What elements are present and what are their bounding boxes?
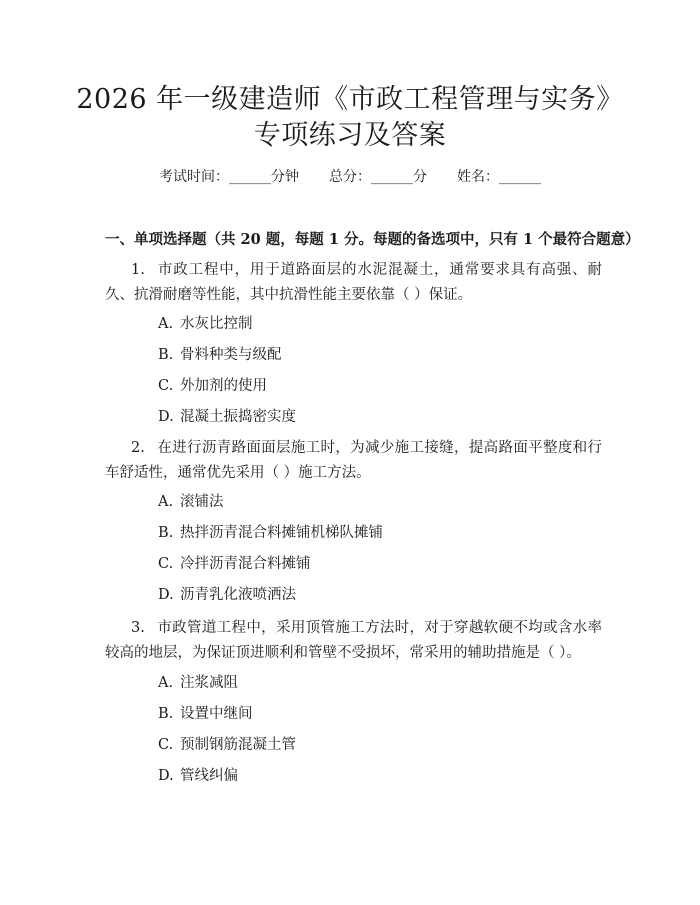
option-letter: D.	[158, 768, 174, 784]
option-text: 设置中继间	[180, 706, 253, 722]
question-1-option-a	[158, 313, 253, 335]
option-text: 水灰比控制	[180, 316, 253, 332]
option-letter: B.	[158, 525, 174, 541]
option-text: 热拌沥青混合料摊铺机梯队摊铺	[180, 525, 383, 541]
option-letter: D.	[158, 409, 174, 425]
option-letter: B.	[158, 706, 174, 722]
question-2-option-d	[158, 584, 296, 606]
option-letter: C.	[158, 737, 174, 753]
question-1-option-b	[158, 344, 282, 366]
option-text: 骨料种类与级配	[180, 347, 282, 363]
section-heading: 一、单项选择题（共 20 题，每题 1 分。每题的备选项中，只有 1 个最符合题意）	[105, 231, 640, 248]
question-stem: 在进行沥青路面面层施工时，为减少施工接缝，提高路面平整度和行车舒适性，通常优先采用（ ）施工方法。	[105, 440, 602, 481]
question-number: 3.	[131, 620, 145, 636]
question-stem: 市政管道工程中，采用顶管施工方法时，对于穿越软硬不均或含水率较高的地层，为保证顶进顺利和管壁不受损坏，常采用的辅助措施是（ ）。	[105, 620, 602, 661]
option-text: 冷拌沥青混合料摊铺	[180, 556, 311, 572]
question-number: 1.	[131, 262, 145, 278]
question-3-option-a	[158, 672, 238, 694]
option-text: 管线纠偏	[180, 768, 238, 784]
option-text: 注浆减阻	[180, 675, 238, 691]
option-letter: A.	[158, 316, 174, 332]
option-text: 沥青乳化液喷洒法	[180, 587, 296, 603]
question-1-option-c	[158, 375, 267, 397]
question-2-option-b	[158, 522, 383, 544]
question-2-option-c	[158, 553, 311, 575]
option-letter: D.	[158, 587, 174, 603]
question-1-option-d	[158, 406, 296, 428]
exam-time-label: 考试时间：______分钟	[159, 169, 299, 185]
option-text: 混凝土振捣密实度	[180, 409, 296, 425]
option-letter: A.	[158, 494, 174, 510]
exam-score-label: 总分：______分	[329, 169, 427, 185]
question-2-option-a	[158, 491, 224, 513]
doc-title-line1: 2026 年一级建造师《市政工程管理与实务》	[76, 84, 624, 115]
question-1	[105, 258, 602, 308]
option-text: 滚铺法	[180, 494, 224, 510]
exam-name-label: 姓名：______	[457, 169, 541, 185]
option-letter: C.	[158, 378, 174, 394]
option-text: 外加剂的使用	[180, 378, 267, 394]
question-3-option-d	[158, 765, 238, 787]
question-number: 2.	[131, 440, 145, 456]
exam-meta	[0, 167, 700, 187]
doc-title-line2: 专项练习及答案	[253, 120, 447, 151]
option-letter: C.	[158, 556, 174, 572]
question-2	[105, 436, 602, 486]
question-stem: 市政工程中，用于道路面层的水泥混凝土，通常要求具有高强、耐久、抗滑耐磨等性能，其中抗滑性能主要依靠（ ）保证。	[105, 262, 602, 303]
option-letter: A.	[158, 675, 174, 691]
question-3	[105, 616, 602, 666]
question-3-option-c	[158, 734, 296, 756]
question-3-option-b	[158, 703, 253, 725]
option-text: 预制钢筋混凝土管	[180, 737, 296, 753]
option-letter: B.	[158, 347, 174, 363]
